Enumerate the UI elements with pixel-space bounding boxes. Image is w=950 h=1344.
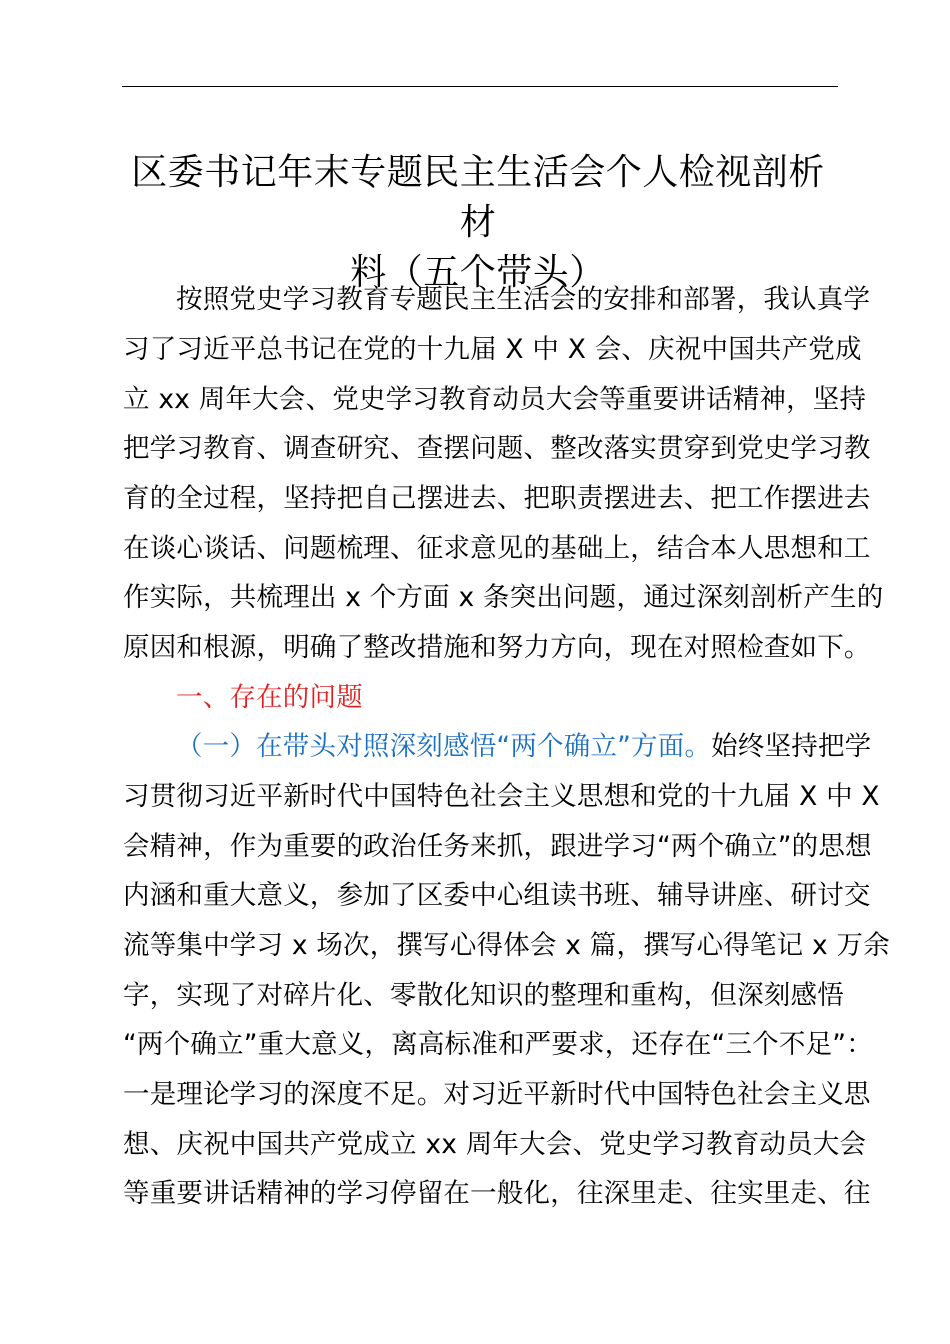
section-heading: 一、存在的问题 xyxy=(176,682,363,713)
body-line: 字，实现了对碎片化、零散化知识的整理和重构，但深刻感悟 xyxy=(123,980,844,1011)
subsection-text-start: 始终坚持把学 xyxy=(711,731,872,762)
body-line: “两个确立”重大意义，离高标准和严要求，还存在“三个不足”： xyxy=(123,1029,873,1060)
intro-line: 作实际，共梳理出 x 个方面 x 条突出问题，通过深刻剖析产生的 xyxy=(123,582,884,613)
body-line: 一是理论学习的深度不足。对习近平新时代中国特色社会主义思 xyxy=(123,1079,871,1110)
intro-line: 把学习教育、调查研究、查摆问题、整改落实贯穿到党史学习教 xyxy=(123,433,871,464)
intro-line: 按照党史学习教育专题民主生活会的安排和部署，我认真学 xyxy=(176,284,871,315)
subsection-first-line xyxy=(123,729,872,765)
body-line: 习贯彻习近平新时代中国特色社会主义思想和党的十九届 X 中 X xyxy=(123,781,880,812)
subsection-heading: （一）在带头对照深刻感悟“两个确立”方面。 xyxy=(176,731,712,762)
intro-line: 育的全过程，坚持把自己摆进去、把职责摆进去、把工作摆进去 xyxy=(123,483,871,514)
document-title xyxy=(118,148,838,298)
body-line: 想、庆祝中国共产党成立 xx 周年大会、党史学习教育动员大会 xyxy=(123,1129,867,1160)
body-line: 内涵和重大意义，参加了区委中心组读书班、辅导讲座、研讨交 xyxy=(123,880,871,911)
intro-line: 在谈心谈话、问题梳理、征求意见的基础上，结合本人思想和工 xyxy=(123,533,871,564)
body-line: 流等集中学习 x 场次，撰写心得体会 x 篇，撰写心得笔记 x 万余 xyxy=(123,930,890,961)
intro-line: 立 xx 周年大会、党史学习教育动员大会等重要讲话精神，坚持 xyxy=(123,384,867,415)
intro-line: 习了习近平总书记在党的十九届 X 中 X 会、庆祝中国共产党成 xyxy=(123,334,862,365)
title-line-1: 区委书记年末专题民主生活会个人检视剖析材 xyxy=(131,152,825,243)
body-line: 会精神，作为重要的政治任务来抓，跟进学习“两个确立”的思想 xyxy=(123,831,872,862)
title-line-2: 料（五个带头） xyxy=(350,252,606,293)
header-rule xyxy=(122,86,838,87)
intro-line: 原因和根源，明确了整改措施和努力方向，现在对照检查如下。 xyxy=(123,632,871,663)
body-line: 等重要讲话精神的学习停留在一般化，往深里走、往实里走、往 xyxy=(123,1178,871,1209)
